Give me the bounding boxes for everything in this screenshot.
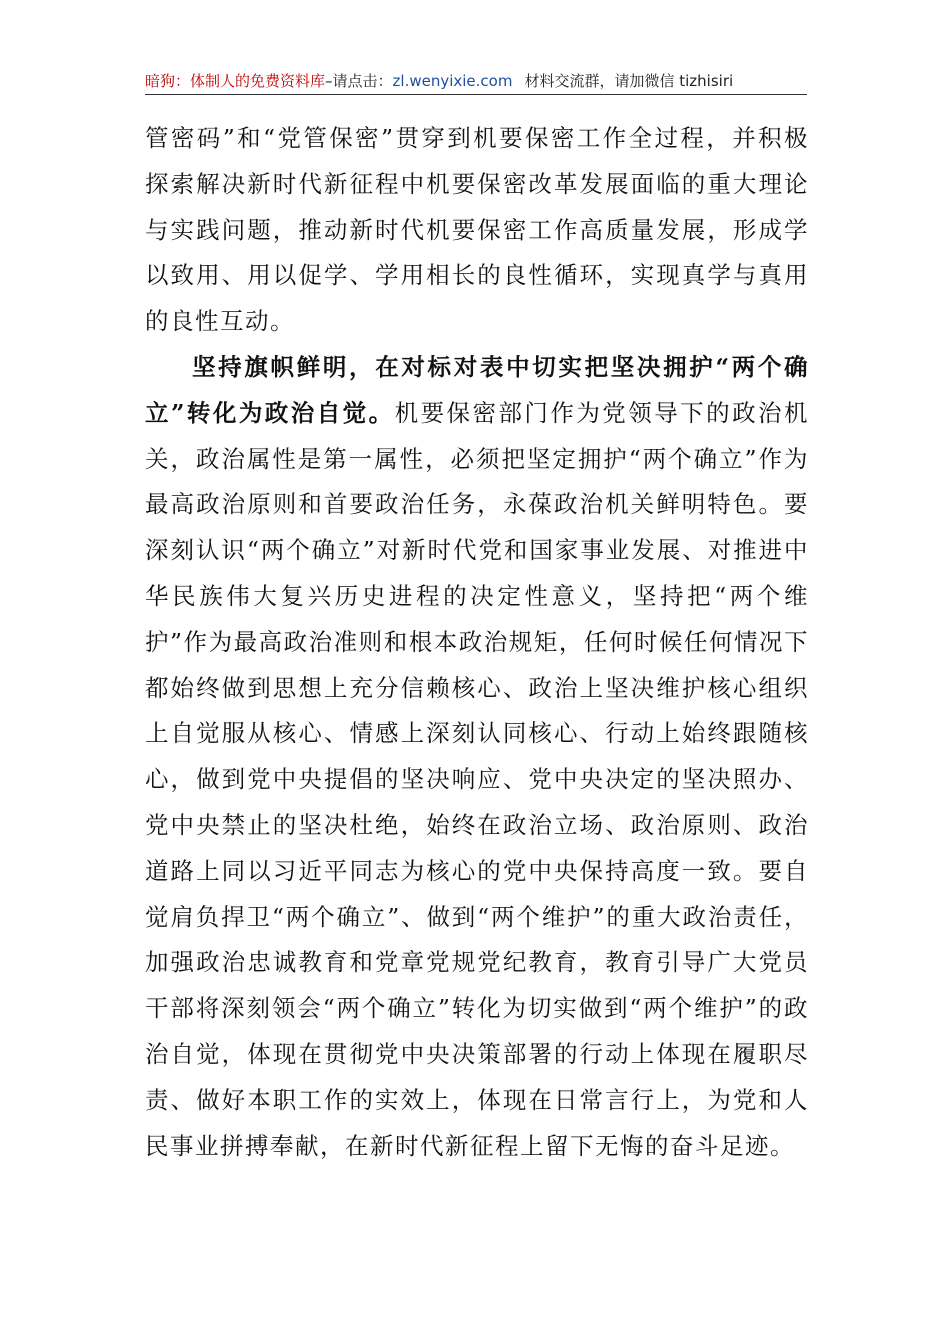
paragraph-text: 机要保密部门作为党领导下的政治机关，政治属性是第一属性，必须把坚定拥护“两个确立”作为最高政治原则和首要政治任务，永葆政治机关鲜明特色。要深刻认识“两个确立”对新时代党和国家事业发展、对推进中华民族伟大复兴历史进程的决定性意义，坚持把“两个维护”作为最高政治准则和根本政治规矩，任何时候任何情况下都始终做到思想上充分信赖核心、政治上坚决维护核心组织上自觉服从核心、情感上深刻认同核心、行动上始终跟随核心，做到党中央提倡的坚决响应、党中央决定的坚决照办、党中央禁止的坚决杜绝，始终在政治立场、政治原则、政治道路上同以习近平同志为核心的党中央保持高度一致。要自觉肩负捍卫“两个确立”、做到“两个维护”的重大政治责任，加强政治忠诚教育和党章党规党纪教育，教育引导广大党员干部将深刻领会“两个确立”转化为切实做到“两个维护”的政治自觉，体现在贯彻党中央决策部署的行动上体现在履职尽责、做好本职工作的实效上，体现在日常言行上，为党和人民事业拼搏奉献，在新时代新征程上留下无悔的奋斗足迹。 (145, 398, 809, 1160)
paragraph-continuation (145, 116, 809, 345)
header-wechat-note: 材料交流群，请加微信 tizhisiri (524, 72, 734, 90)
paragraph-text: 管密码”和“党管保密”贯穿到机要保密工作全过程，并积极探索解决新时代新征程中机要保密改革发展面临的重大理论与实践问题，推动新时代机要保密工作高质量发展，形成学以致用、用以促学、学用相长的良性循环，实现真学与真用的良性互动。 (145, 124, 809, 336)
page-header (145, 70, 807, 95)
paragraph-political-awareness (145, 345, 809, 1169)
header-brand: 暗狗：体制人的免费资料库 (145, 72, 326, 90)
header-url-link[interactable]: zl.wenyixie.com (392, 72, 513, 90)
header-separator: –请点击： (325, 72, 393, 90)
paragraph-bold-lead: 坚持旗帜鲜明，在对标对表中切实把坚决拥护“两个确立”转化为政治自觉。 (145, 352, 809, 427)
document-body (145, 116, 809, 1169)
